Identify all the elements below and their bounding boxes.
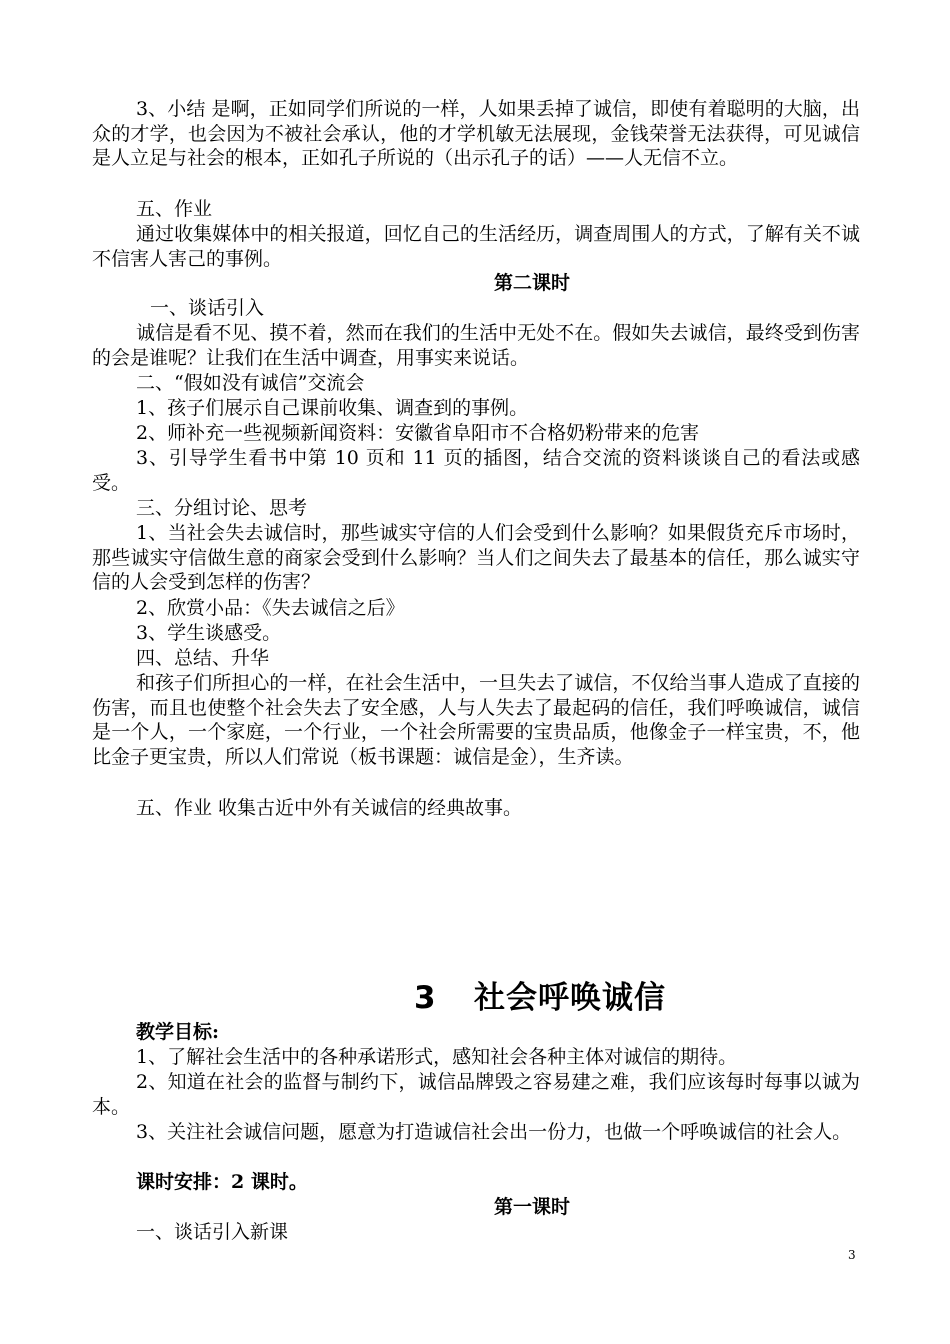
schedule: 课时安排：2 课时。 — [136, 1171, 308, 1193]
list-item: 3、学生谈感受。 — [136, 622, 282, 644]
heading-intro: 一、谈话引入 — [150, 297, 265, 319]
list-item: 2、知道在社会的监督与制约下，诚信品牌毁之容易建之难，我们应该每时每事以诚为本。 — [92, 1071, 860, 1118]
list-item: 1、当社会失去诚信时，那些诚实守信的人们会受到什么影响？如果假货充斥市场时，那些诚实守信做生意的商家会受到什么影响？当人们之间失去了最基本的信任，那么诚实守信的人会受到怎样的伤害？ — [92, 522, 860, 593]
heading-summary: 四、总结、升华 — [136, 647, 270, 669]
paragraph-summary: 3、小结 是啊，正如同学们所说的一样，人如果丢掉了诚信，即使有着聪明的大脑，出众的才学，也会因为不被社会承认，他的才学机敏无法展现，金钱荣誉无法获得，可见诚信是人立足与社会的根本，正如孔子所说的（出示孔子的话）——人无信不立。 — [92, 98, 860, 169]
lesson-title-text: 社会呼唤诚信 — [474, 980, 666, 1016]
lesson-number: 3 — [414, 980, 437, 1016]
paragraph-homework-2: 五、作业 收集古近中外有关诚信的经典故事。 — [136, 797, 523, 819]
list-item: 3、引导学生看书中第 10 页和 11 页的插图，结合交流的资料谈谈自己的看法或感受。 — [92, 447, 860, 494]
heading-homework: 五、作业 — [136, 198, 213, 220]
heading-objectives: 教学目标: — [136, 1021, 220, 1043]
heading-discussion: 三、分组讨论、思考 — [136, 497, 308, 519]
paragraph-intro: 诚信是看不见、摸不着，然而在我们的生活中无处不在。假如失去诚信，最终受到伤害的会是谁呢？让我们在生活中调查，用事实来说话。 — [92, 322, 860, 369]
heading-exchange: 二、“假如没有诚信”交流会 — [136, 372, 365, 394]
list-item: 1、了解社会生活中的各种承诺形式，感知社会各种主体对诚信的期待。 — [136, 1046, 738, 1068]
heading-first-lesson: 第一课时 — [493, 1196, 570, 1218]
list-item: 2、欣赏小品：《失去诚信之后》 — [136, 597, 405, 619]
lesson-title — [414, 972, 666, 1017]
list-item: 1、孩子们展示自己课前收集、调查到的事例。 — [136, 397, 529, 419]
list-item: 2、师补充一些视频新闻资料：安徽省阜阳市不合格奶粉带来的危害 — [136, 422, 700, 444]
heading-second-lesson: 第二课时 — [493, 272, 570, 294]
paragraph-homework: 通过收集媒体中的相关报道，回忆自己的生活经历，调查周围人的方式，了解有关不诚不信害人害己的事例。 — [92, 223, 860, 270]
list-item: 3、关注社会诚信问题，愿意为打造诚信社会出一份力，也做一个呼唤诚信的社会人。 — [136, 1121, 852, 1143]
paragraph-conclusion: 和孩子们所担心的一样，在社会生活中，一旦失去了诚信，不仅给当事人造成了直接的伤害，而且也使整个社会失去了安全感，人与人失去了最起码的信任，我们呼唤诚信，诚信是一个人，一个家庭，一个行业，一个社会所需要的宝贵品质，他像金子一样宝贵，不，他比金子更宝贵，所以人们常说（板书课题：诚信是金），生齐读。 — [92, 672, 860, 768]
page-number: 3 — [848, 1248, 856, 1262]
heading-intro-new: 一、谈话引入新课 — [136, 1221, 289, 1243]
